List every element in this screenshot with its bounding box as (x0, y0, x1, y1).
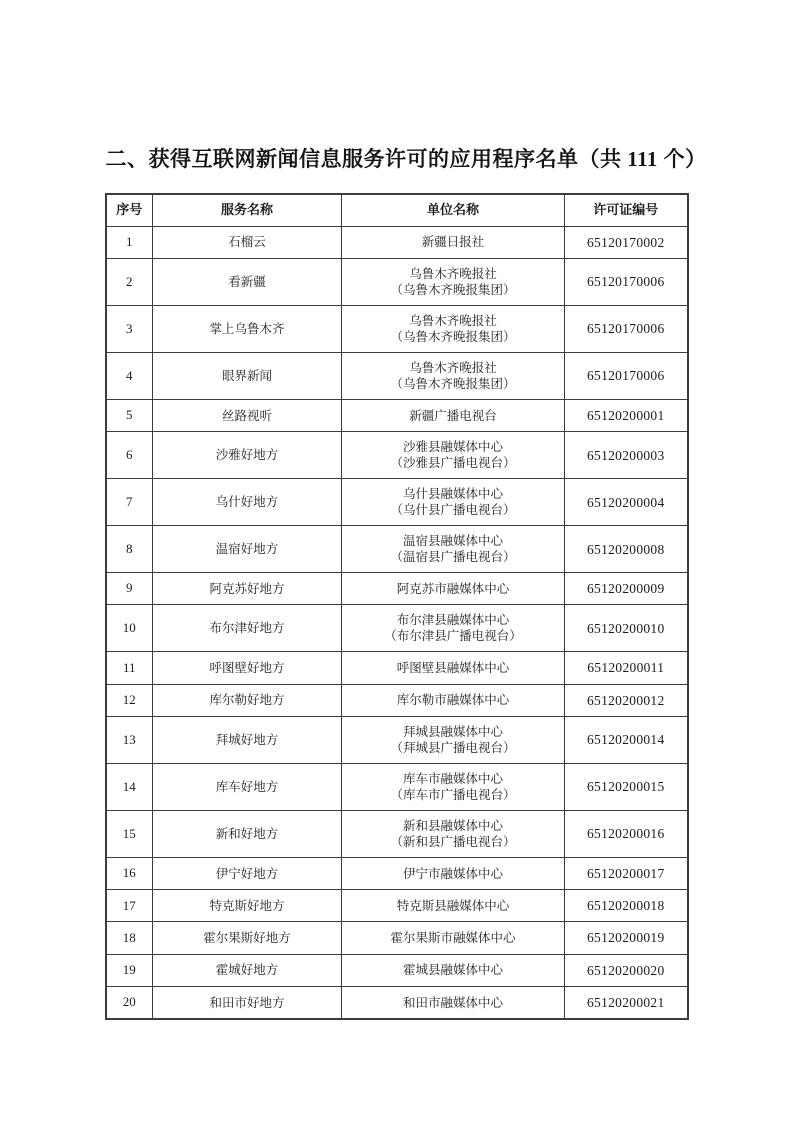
cell-license: 65120200015 (565, 763, 688, 810)
table-row (106, 305, 688, 352)
cell-unit: 温宿县融媒体中心 （温宿县广播电视台） (342, 526, 565, 573)
cell-license: 65120200021 (565, 987, 688, 1020)
table-row (106, 258, 688, 305)
cell-no: 16 (106, 857, 153, 889)
cell-license: 65120170006 (565, 305, 688, 352)
cell-unit: 拜城县融媒体中心 （拜城县广播电视台） (342, 716, 565, 763)
cell-license: 65120200003 (565, 432, 688, 479)
table-row (106, 857, 688, 889)
cell-service: 石榴云 (153, 226, 342, 258)
cell-no: 4 (106, 352, 153, 399)
cell-no: 3 (106, 305, 153, 352)
col-header-no: 序号 (106, 194, 153, 226)
cell-license: 65120200019 (565, 922, 688, 954)
cell-no: 5 (106, 399, 153, 431)
header-row (106, 194, 688, 226)
cell-service: 特克斯好地方 (153, 890, 342, 922)
cell-license: 65120200016 (565, 810, 688, 857)
cell-no: 11 (106, 652, 153, 684)
table-row (106, 573, 688, 605)
table-row (106, 352, 688, 399)
cell-no: 6 (106, 432, 153, 479)
cell-unit: 特克斯县融媒体中心 (342, 890, 565, 922)
cell-service: 阿克苏好地方 (153, 573, 342, 605)
cell-service: 眼界新闻 (153, 352, 342, 399)
cell-unit: 阿克苏市融媒体中心 (342, 573, 565, 605)
cell-license: 65120200020 (565, 954, 688, 986)
cell-unit: 乌什县融媒体中心 （乌什县广播电视台） (342, 479, 565, 526)
cell-no: 14 (106, 763, 153, 810)
cell-no: 17 (106, 890, 153, 922)
cell-service: 看新疆 (153, 258, 342, 305)
cell-unit: 新疆广播电视台 (342, 399, 565, 431)
cell-unit: 乌鲁木齐晚报社 （乌鲁木齐晚报集团） (342, 352, 565, 399)
table-row (106, 922, 688, 954)
cell-unit: 和田市融媒体中心 (342, 987, 565, 1020)
cell-service: 霍城好地方 (153, 954, 342, 986)
cell-service: 丝路视听 (153, 399, 342, 431)
cell-service: 库车好地方 (153, 763, 342, 810)
cell-unit: 库尔勒市融媒体中心 (342, 684, 565, 716)
table-row (106, 716, 688, 763)
table-row (106, 763, 688, 810)
cell-unit: 新疆日报社 (342, 226, 565, 258)
cell-service: 伊宁好地方 (153, 857, 342, 889)
cell-unit: 布尔津县融媒体中心 （布尔津县广播电视台） (342, 605, 565, 652)
table-row (106, 526, 688, 573)
cell-service: 乌什好地方 (153, 479, 342, 526)
table-row (106, 399, 688, 431)
cell-no: 19 (106, 954, 153, 986)
cell-unit: 乌鲁木齐晚报社 （乌鲁木齐晚报集团） (342, 305, 565, 352)
cell-service: 库尔勒好地方 (153, 684, 342, 716)
table-row (106, 890, 688, 922)
cell-unit: 沙雅县融媒体中心 （沙雅县广播电视台） (342, 432, 565, 479)
cell-unit: 新和县融媒体中心 （新和县广播电视台） (342, 810, 565, 857)
cell-no: 2 (106, 258, 153, 305)
table-row (106, 954, 688, 986)
cell-service: 掌上乌鲁木齐 (153, 305, 342, 352)
cell-license: 65120200014 (565, 716, 688, 763)
cell-no: 13 (106, 716, 153, 763)
cell-no: 8 (106, 526, 153, 573)
cell-unit: 呼图壁县融媒体中心 (342, 652, 565, 684)
cell-license: 65120200011 (565, 652, 688, 684)
table-row (106, 605, 688, 652)
cell-unit: 霍尔果斯市融媒体中心 (342, 922, 565, 954)
cell-no: 20 (106, 987, 153, 1020)
cell-license: 65120200004 (565, 479, 688, 526)
table-row (106, 479, 688, 526)
cell-license: 65120200009 (565, 573, 688, 605)
table-row (106, 987, 688, 1020)
cell-license: 65120200001 (565, 399, 688, 431)
cell-service: 新和好地方 (153, 810, 342, 857)
table-row (106, 432, 688, 479)
page-title: 二、获得互联网新闻信息服务许可的应用程序名单（共 111 个） (105, 147, 707, 171)
cell-license: 65120200018 (565, 890, 688, 922)
col-header-license: 许可证编号 (565, 194, 688, 226)
table-row (106, 810, 688, 857)
table-row (106, 684, 688, 716)
table-row (106, 226, 688, 258)
cell-service: 和田市好地方 (153, 987, 342, 1020)
cell-service: 沙雅好地方 (153, 432, 342, 479)
license-table (105, 193, 689, 1020)
cell-unit: 霍城县融媒体中心 (342, 954, 565, 986)
cell-license: 65120200012 (565, 684, 688, 716)
cell-no: 9 (106, 573, 153, 605)
cell-service: 霍尔果斯好地方 (153, 922, 342, 954)
col-header-service: 服务名称 (153, 194, 342, 226)
cell-unit: 伊宁市融媒体中心 (342, 857, 565, 889)
cell-unit: 乌鲁木齐晚报社 （乌鲁木齐晚报集团） (342, 258, 565, 305)
cell-license: 65120170002 (565, 226, 688, 258)
cell-license: 65120170006 (565, 352, 688, 399)
table-row (106, 652, 688, 684)
cell-no: 1 (106, 226, 153, 258)
cell-no: 10 (106, 605, 153, 652)
cell-no: 15 (106, 810, 153, 857)
cell-unit: 库车市融媒体中心 （库车市广播电视台） (342, 763, 565, 810)
cell-no: 7 (106, 479, 153, 526)
cell-license: 65120200017 (565, 857, 688, 889)
cell-service: 呼图壁好地方 (153, 652, 342, 684)
cell-license: 65120200010 (565, 605, 688, 652)
cell-license: 65120170006 (565, 258, 688, 305)
cell-service: 温宿好地方 (153, 526, 342, 573)
cell-service: 拜城好地方 (153, 716, 342, 763)
table-body (106, 226, 688, 1019)
cell-service: 布尔津好地方 (153, 605, 342, 652)
cell-no: 12 (106, 684, 153, 716)
col-header-unit: 单位名称 (342, 194, 565, 226)
table-header (106, 194, 688, 226)
cell-license: 65120200008 (565, 526, 688, 573)
cell-no: 18 (106, 922, 153, 954)
